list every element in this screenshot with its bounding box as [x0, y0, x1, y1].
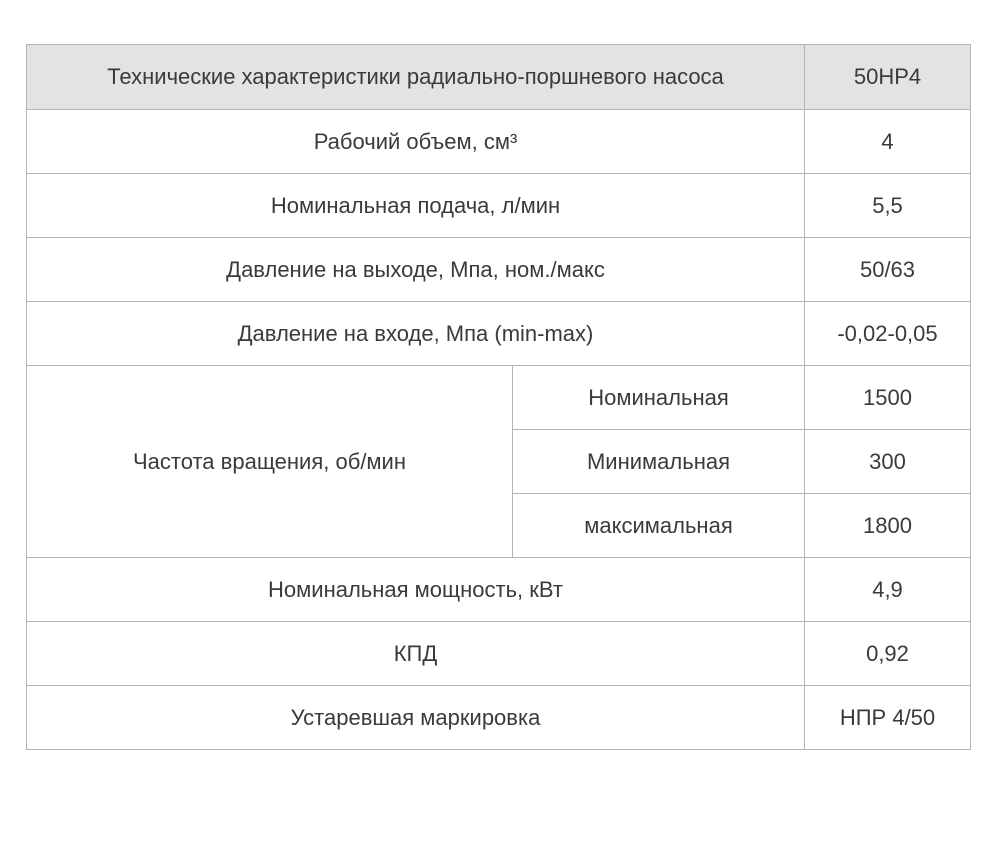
row-label: Давление на входе, Мпа (min-max) [27, 302, 805, 366]
row-value: НПР 4/50 [805, 686, 971, 750]
header-label: Технические характеристики радиально-поршневого насоса [27, 45, 805, 110]
table-row-inlet-pressure [27, 302, 971, 366]
row-label: Номинальная мощность, кВт [27, 558, 805, 622]
row-label: Устаревшая маркировка [27, 686, 805, 750]
row-label: Давление на выходе, Мпа, ном./макс [27, 238, 805, 302]
row-label: Рабочий объем, см³ [27, 110, 805, 174]
row-value: 4,9 [805, 558, 971, 622]
table-row-efficiency [27, 622, 971, 686]
rotation-sub-label: Номинальная [513, 366, 805, 430]
rotation-sub-label: максимальная [513, 494, 805, 558]
table-row-displacement [27, 110, 971, 174]
row-label: Номинальная подача, л/мин [27, 174, 805, 238]
row-value: 5,5 [805, 174, 971, 238]
spec-table [26, 44, 971, 750]
table-row-nominal-power [27, 558, 971, 622]
table-header-row [27, 45, 971, 110]
row-value: -0,02-0,05 [805, 302, 971, 366]
table-row-rotation-nominal [27, 366, 971, 430]
row-value: 4 [805, 110, 971, 174]
row-value: 0,92 [805, 622, 971, 686]
table-row-legacy-marking [27, 686, 971, 750]
rotation-sub-value: 300 [805, 430, 971, 494]
table-row-nominal-flow [27, 174, 971, 238]
row-label: КПД [27, 622, 805, 686]
rotation-label: Частота вращения, об/мин [27, 366, 513, 558]
row-value: 50/63 [805, 238, 971, 302]
rotation-sub-value: 1800 [805, 494, 971, 558]
rotation-sub-label: Минимальная [513, 430, 805, 494]
table-row-outlet-pressure [27, 238, 971, 302]
header-value: 50НР4 [805, 45, 971, 110]
rotation-sub-value: 1500 [805, 366, 971, 430]
